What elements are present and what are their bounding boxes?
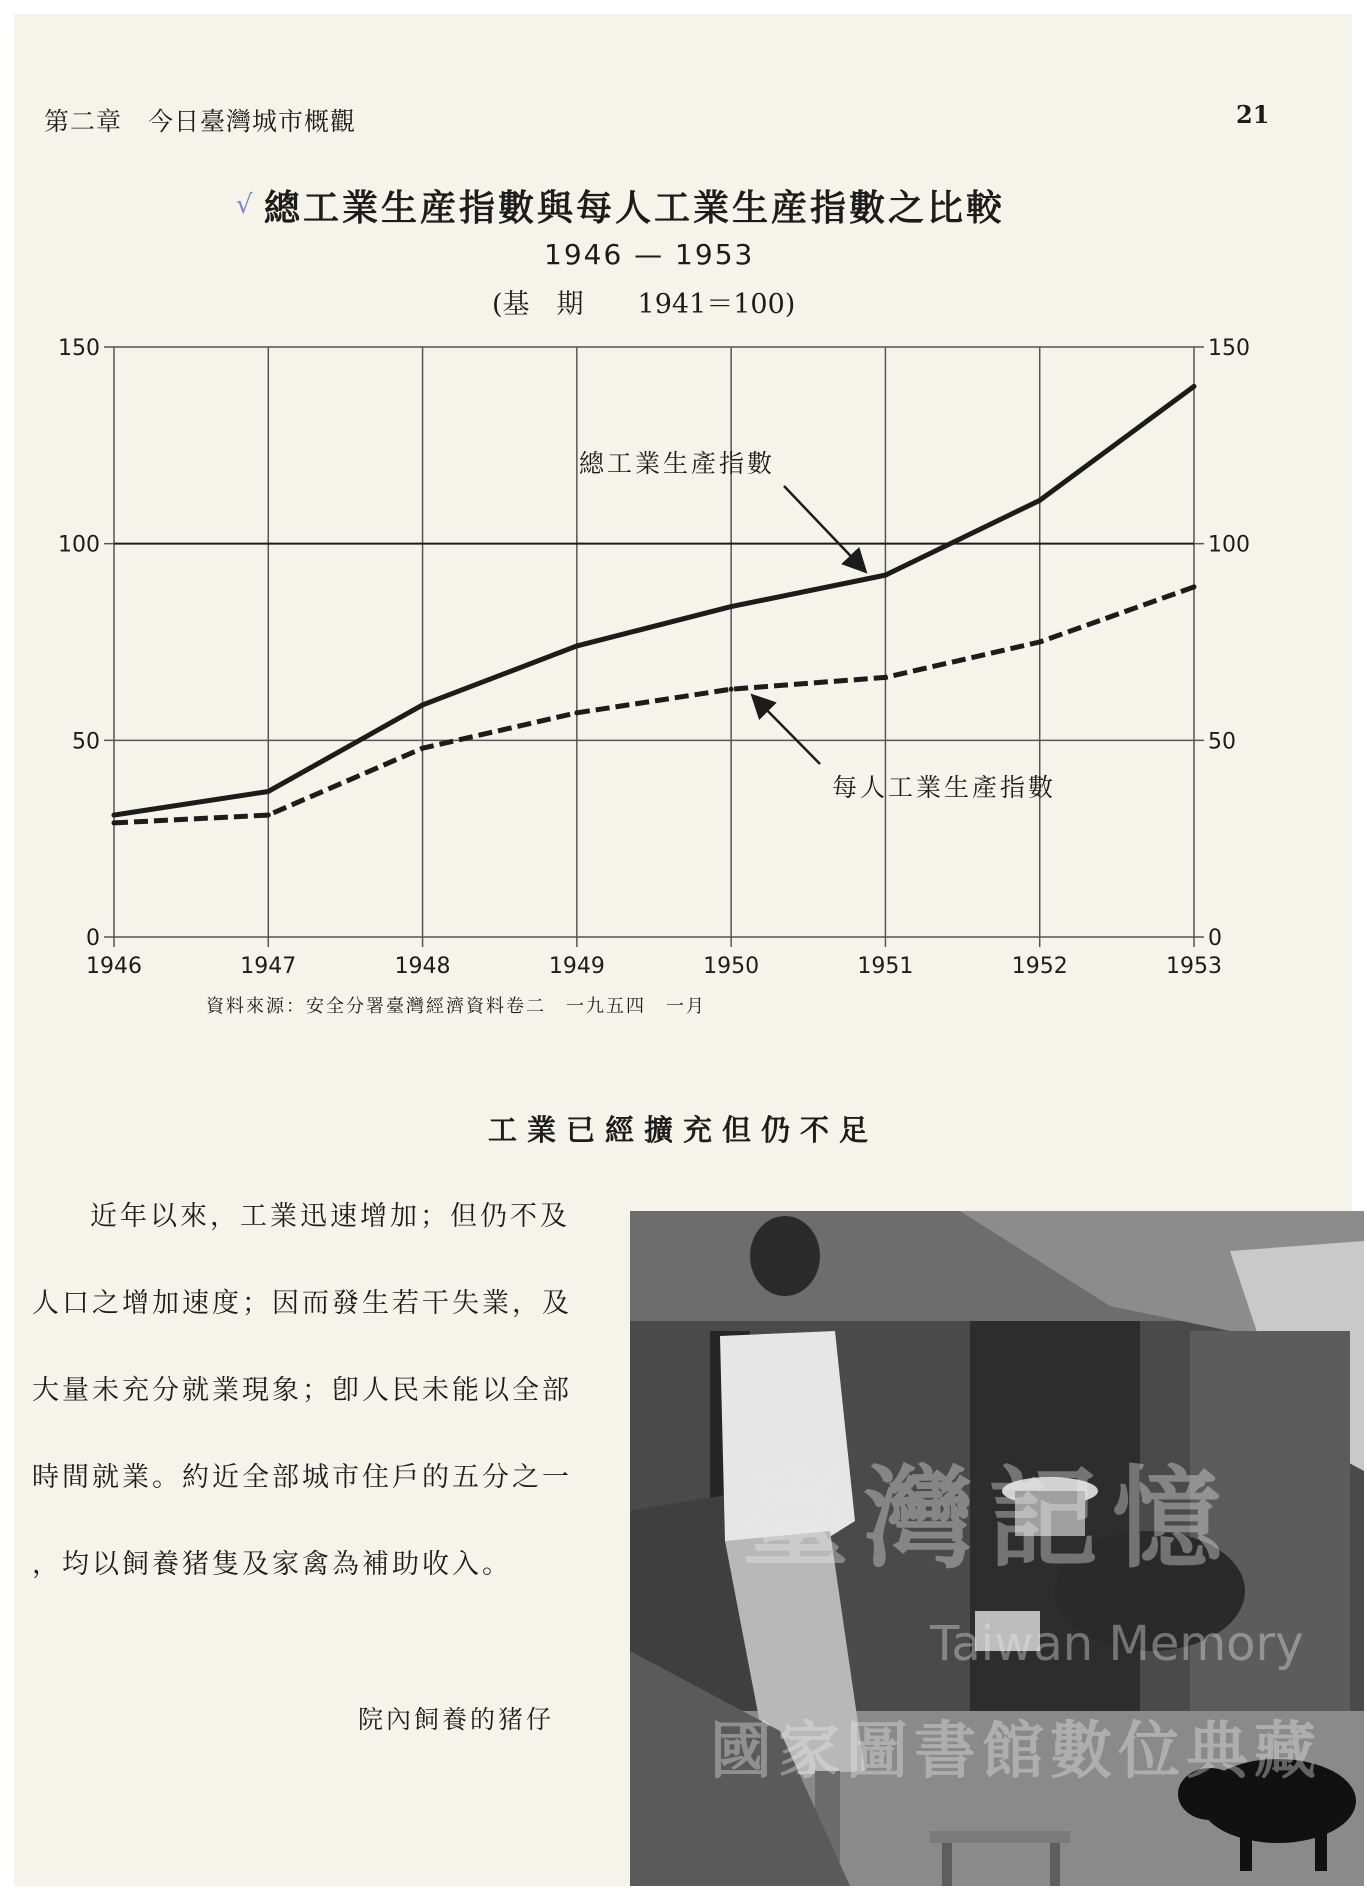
chart-grid — [104, 347, 1204, 947]
y-tick-label-right: 0 — [1208, 926, 1222, 951]
body-line: ，均以飼養猪隻及家禽為補助收入。 — [32, 1549, 512, 1580]
data-point — [1192, 384, 1197, 389]
y-tick-label-right: 150 — [1208, 336, 1250, 361]
x-tick-label: 1950 — [703, 954, 760, 979]
body-paragraph — [32, 1194, 572, 1629]
data-point — [112, 820, 117, 825]
y-tick-label-right: 100 — [1208, 532, 1250, 558]
y-tick-label-right: 50 — [1208, 729, 1236, 755]
data-point — [574, 710, 579, 715]
chart-base-period: (基 期 1941＝100) — [492, 289, 796, 320]
section-heading: 工業已經擴充但仍不足 — [487, 1113, 878, 1147]
chart-subtitle: 1946 — 1953 — [544, 238, 755, 271]
series-label-per-capita-index: 每人工業生產指數 — [832, 773, 1057, 802]
body-line: 近年以來，工業迅速增加；但仍不及 — [90, 1201, 570, 1232]
x-tick-label: 1953 — [1166, 954, 1222, 979]
data-point — [729, 604, 734, 609]
data-point — [112, 813, 117, 818]
data-point — [420, 702, 425, 707]
y-tick-label-left: 0 — [86, 926, 100, 951]
x-tick-label: 1951 — [857, 954, 914, 979]
series-label-total-index: 總工業生產指數 — [579, 449, 776, 478]
data-point — [1192, 584, 1197, 589]
body-line: 時間就業。約近全部城市住戶的五分之一 — [32, 1462, 572, 1493]
body-line: 人口之增加速度；因而發生若干失業，及 — [32, 1288, 572, 1319]
x-tick-label: 1947 — [240, 954, 297, 979]
watermark-logo-text: 臺灣記憶 — [740, 1454, 1236, 1583]
y-tick-label-left: 50 — [72, 729, 100, 755]
courtyard-pig-photo — [630, 1211, 1364, 1886]
x-tick-label: 1949 — [548, 954, 605, 979]
watermark-library: 國家圖書館數位典藏 — [710, 1714, 1323, 1787]
data-point — [266, 789, 271, 794]
page-number: 21 — [1236, 100, 1270, 129]
photo-caption: 院內飼養的猪仔 — [358, 1705, 555, 1734]
pen-check-mark: √ — [236, 190, 253, 220]
data-point — [729, 687, 734, 692]
x-tick-label: 1948 — [394, 954, 451, 979]
chart-source-note: 資料來源：安全分署臺灣經濟資料卷二 一九五四 一月 — [206, 996, 706, 1017]
chart-title: 總工業生産指數與每人工業生産指數之比較 — [264, 187, 1006, 229]
series-label-arrow-per-capita — [754, 697, 820, 764]
series-label-arrow-total — [784, 486, 864, 570]
y-tick-label-left: 100 — [58, 532, 100, 558]
x-tick-label: 1946 — [86, 954, 142, 979]
x-tick-label: 1952 — [1011, 954, 1068, 979]
data-point — [883, 573, 888, 578]
chapter-header: 第二章 今日臺灣城市概觀 — [44, 107, 357, 136]
data-point — [420, 746, 425, 751]
scanned-page — [14, 14, 1352, 1886]
line-chart — [14, 314, 1352, 994]
body-line: 大量未充分就業現象；卽人民未能以全部 — [32, 1375, 572, 1406]
data-point — [1037, 498, 1042, 503]
y-tick-label-left: 150 — [58, 336, 100, 361]
data-point — [574, 643, 579, 648]
data-point — [1037, 640, 1042, 645]
watermark-english: Taiwan Memory — [930, 1616, 1304, 1672]
data-point — [883, 675, 888, 680]
chart-ticks — [58, 336, 1250, 979]
data-point — [266, 813, 271, 818]
